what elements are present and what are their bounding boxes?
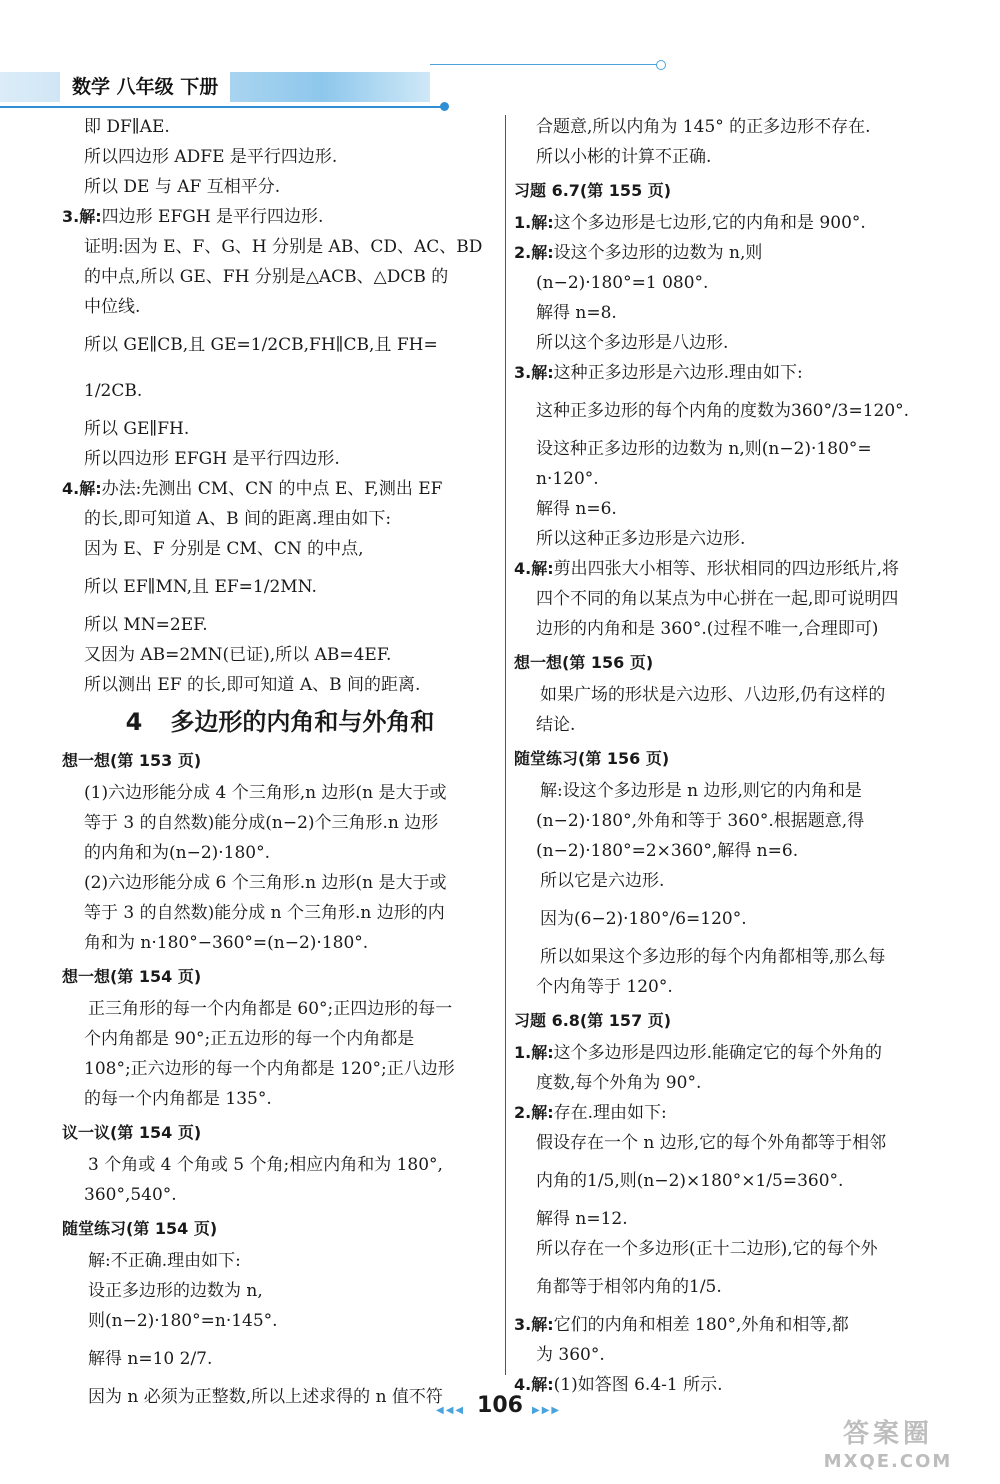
line-text: (n−2)·180°=2×360°,解得 n=6. (536, 841, 799, 861)
line-text: 所以 GE∥CB,且 GE=1/2CB,FH∥CB,且 FH= (84, 335, 438, 355)
line-text: 证明:因为 E、F、G、H 分别是 AB、CD、AC、BD (84, 237, 483, 257)
text-line (62, 112, 498, 142)
line-text: 解:不正确.理由如下: (88, 1251, 241, 1271)
answer-item (62, 202, 498, 232)
answer-item (514, 358, 956, 388)
answer-number: 1.解: (514, 1043, 554, 1062)
text-line (514, 268, 956, 298)
text-line (62, 1024, 498, 1054)
line-text: 这种正多边形的每个内角的度数为360°/3=120°. (536, 401, 910, 421)
line-text: (1)六边形能分成 4 个三角形,n 边形(n 是大于或 (84, 783, 447, 803)
header-dot-bottom (440, 102, 449, 111)
exercise-heading: 想一想(第 156 页) (514, 653, 654, 672)
text-line (62, 778, 498, 808)
line-text: 内角的1/5,则(n−2)×180°×1/5=360°. (536, 1171, 844, 1191)
text-line (62, 1150, 498, 1180)
line-text: 剪出四张大小相等、形状相同的四边形纸片,将 (553, 559, 900, 579)
text-line (62, 142, 498, 172)
exercise-heading: 随堂练习(第 154 页) (62, 1219, 218, 1238)
answer-number: 4.解: (514, 559, 554, 578)
text-line (62, 504, 498, 534)
page-header (0, 60, 1000, 106)
text-line (514, 1158, 956, 1204)
line-text: 360°,540°. (84, 1185, 177, 1205)
text-line (62, 1054, 498, 1084)
line-text: 即 DF∥AE. (84, 117, 170, 137)
text-line (514, 328, 956, 358)
text-line (62, 1336, 498, 1382)
exercise-heading: 随堂练习(第 156 页) (514, 749, 670, 768)
answer-number: 2.解: (514, 243, 554, 262)
watermark-site: MXQE.COM (823, 1451, 953, 1472)
line-text: (n−2)·180°=1 080°. (536, 273, 709, 293)
footer-ornament-left: ◀◀◀ (436, 1405, 466, 1416)
text-line (514, 866, 956, 896)
text-line (62, 838, 498, 868)
line-text: 所以四边形 EFGH 是平行四边形. (84, 449, 340, 469)
text-line (62, 1276, 498, 1306)
line-text: 所以测出 EF 的长,即可知道 A、B 间的距离. (84, 675, 421, 695)
text-line (514, 972, 956, 1002)
line-text: 四个不同的角以某点为中心拼在一起,即可说明四 (536, 589, 899, 609)
text-line (62, 1084, 498, 1114)
line-text: 解得 n=10 2/7. (88, 1349, 213, 1369)
watermark (798, 1418, 978, 1480)
line-text: 等于 3 的自然数)能分成 n 个三角形.n 边形的内 (84, 903, 445, 923)
exercise-heading: 想一想(第 154 页) (62, 967, 202, 986)
watermark-mark: 答案圈 (842, 1419, 933, 1449)
line-text: 合题意,所以内角为 145° 的正多边形不存在. (536, 117, 871, 137)
answer-item (514, 208, 956, 238)
line-text: 的中点,所以 GE、FH 分别是△ACB、△DCB 的 (84, 267, 449, 287)
line-text: 因为 n 必须为正整数,所以上述求得的 n 值不符 (88, 1387, 443, 1407)
line-text: 又因为 AB=2MN(已证),所以 AB=4EF. (84, 645, 392, 665)
text-line (514, 388, 956, 434)
text-line (62, 444, 498, 474)
line-text: 设这个多边形的边数为 n,则 (553, 243, 763, 263)
text-line (62, 1246, 498, 1276)
text-line (514, 1264, 956, 1310)
text-line (62, 808, 498, 838)
text-line (62, 610, 498, 640)
answer-item (514, 1038, 956, 1068)
header-dot-top (656, 60, 666, 70)
line-text: 边形的内角和是 360°.(过程不唯一,合理即可) (536, 619, 879, 639)
line-text: 所以这个多边形是八边形. (536, 333, 729, 353)
text-line (514, 836, 956, 866)
text-line (514, 584, 956, 614)
text-line (514, 680, 956, 710)
section-heading (62, 704, 498, 740)
line-text: 个内角等于 120°. (536, 977, 673, 997)
line-text: 设这种正多边形的边数为 n,则(n−2)·180°= (536, 439, 872, 459)
line-text: 度数,每个外角为 90°. (536, 1073, 702, 1093)
exercise-heading: 想一想(第 153 页) (62, 751, 202, 770)
text-line (514, 464, 956, 494)
line-text: 3 个角或 4 个角或 5 个角;相应内角和为 180°, (88, 1155, 443, 1175)
line-text: 这种正多边形是六边形.理由如下: (553, 363, 803, 383)
line-text: 因为 E、F 分别是 CM、CN 的中点, (84, 539, 364, 559)
text-line (514, 1340, 956, 1370)
line-text: 存在.理由如下: (553, 1103, 667, 1123)
line-text: (n−2)·180°,外角和等于 360°.根据题意,得 (536, 811, 865, 831)
line-text: 它们的内角和相差 180°,外角和相等,都 (553, 1315, 849, 1335)
text-line (514, 896, 956, 942)
answer-number: 3.解: (514, 1315, 554, 1334)
line-text: 为 360°. (536, 1345, 605, 1365)
exercise-heading: 议一议(第 154 页) (62, 1123, 202, 1142)
text-line (514, 524, 956, 554)
line-text: 这个多边形是七边形,它的内角和是 900°. (553, 213, 866, 233)
line-text: 设正多边形的边数为 n, (88, 1281, 263, 1301)
column-divider (505, 115, 506, 1375)
text-line (62, 292, 498, 322)
text-line (62, 640, 498, 670)
text-line (514, 142, 956, 172)
exercise-heading: 习题 6.7(第 155 页) (514, 181, 672, 200)
line-text: 因为(6−2)·180°/6=120°. (540, 909, 747, 929)
line-text: 所以小彬的计算不正确. (536, 147, 712, 167)
left-column-part-1 (62, 112, 498, 700)
answer-item (62, 474, 498, 504)
text-line (514, 614, 956, 644)
line-text: 如果广场的形状是六边形、八边形,仍有这样的 (540, 685, 886, 705)
answer-number: 4.解: (514, 1375, 554, 1394)
answer-number: 4.解: (62, 479, 102, 498)
footer-ornament-right: ▶▶▶ (532, 1405, 562, 1416)
left-column-part-2 (62, 746, 498, 1412)
line-text: 解得 n=6. (536, 499, 617, 519)
answer-item (514, 238, 956, 268)
line-text: 中位线. (84, 297, 141, 317)
text-line (62, 868, 498, 898)
line-text: 的内角和为(n−2)·180°. (84, 843, 271, 863)
line-text: 所以 MN=2EF. (84, 615, 208, 635)
line-text: 所以这种正多边形是六边形. (536, 529, 746, 549)
line-text: 所以 GE∥FH. (84, 419, 190, 439)
text-line (62, 322, 498, 368)
line-text: 所以 DE 与 AF 互相平分. (84, 177, 281, 197)
text-line (514, 1128, 956, 1158)
line-text: (1)如答图 6.4-1 所示. (553, 1375, 723, 1395)
answer-number: 3.解: (514, 363, 554, 382)
answer-item (514, 1310, 956, 1340)
right-column (514, 112, 956, 1400)
right-column-body (514, 112, 956, 1400)
text-line (62, 534, 498, 564)
line-text: 的长,即可知道 A、B 间的距离.理由如下: (84, 509, 392, 529)
text-line (514, 806, 956, 836)
text-line (62, 414, 498, 444)
text-line (514, 710, 956, 740)
header-rule-bottom (0, 106, 444, 108)
section-number: 4 (125, 708, 143, 736)
line-text: 结论. (536, 715, 576, 735)
text-line (62, 928, 498, 958)
text-line (514, 298, 956, 328)
line-text: 的每一个内角都是 135°. (84, 1089, 272, 1109)
line-text: 四边形 EFGH 是平行四边形. (101, 207, 324, 227)
text-line (62, 232, 498, 262)
header-rule-top (430, 64, 658, 65)
answer-item (514, 1098, 956, 1128)
text-line (62, 172, 498, 202)
line-text: 正三角形的每一个内角都是 60°;正四边形的每一 (88, 999, 453, 1019)
text-line (514, 1234, 956, 1264)
line-text: 所以 EF∥MN,且 EF=1/2MN. (84, 577, 317, 597)
line-text: 办法:先测出 CM、CN 的中点 E、F,测出 EF (101, 479, 443, 499)
line-text: 所以存在一个多边形(正十二边形),它的每个外 (536, 1239, 878, 1259)
text-line (514, 1204, 956, 1234)
line-text: 解得 n=8. (536, 303, 617, 323)
line-text: 个内角都是 90°;正五边形的每一个内角都是 (84, 1029, 415, 1049)
answer-item (514, 554, 956, 584)
line-text: 所以它是六边形. (540, 871, 665, 891)
line-text: 所以四边形 ADFE 是平行四边形. (84, 147, 338, 167)
text-line (62, 1180, 498, 1210)
text-line (62, 262, 498, 292)
text-line (62, 564, 498, 610)
line-text: 等于 3 的自然数)能分成(n−2)个三角形.n 边形 (84, 813, 439, 833)
line-text: 这个多边形是四边形.能确定它的每个外角的 (553, 1043, 883, 1063)
text-line (514, 776, 956, 806)
text-line (62, 994, 498, 1024)
line-text: 解得 n=12. (536, 1209, 628, 1229)
answer-number: 1.解: (514, 213, 554, 232)
line-text: 1/2CB. (84, 381, 143, 401)
text-line (514, 112, 956, 142)
text-line (514, 434, 956, 464)
text-line (62, 898, 498, 928)
text-line (514, 1068, 956, 1098)
line-text: 所以如果这个多边形的每个内角都相等,那么每 (540, 947, 886, 967)
text-line (62, 1306, 498, 1336)
left-column (62, 112, 498, 1412)
answer-number: 3.解: (62, 207, 102, 226)
text-line (514, 942, 956, 972)
text-line (514, 494, 956, 524)
section-title: 多边形的内角和与外角和 (170, 708, 435, 736)
exercise-heading: 习题 6.8(第 157 页) (514, 1011, 672, 1030)
page-number: 106 (477, 1393, 523, 1418)
line-text: 108°;正六边形的每一个内角都是 120°;正八边形 (84, 1059, 455, 1079)
line-text: 则(n−2)·180°=n·145°. (88, 1311, 278, 1331)
line-text: 角和为 n·180°−360°=(n−2)·180°. (84, 933, 369, 953)
line-text: 解:设这个多边形是 n 边形,则它的内角和是 (540, 781, 862, 801)
line-text: (2)六边形能分成 6 个三角形.n 边形(n 是大于或 (84, 873, 447, 893)
line-text: n·120°. (536, 469, 599, 489)
answer-number: 2.解: (514, 1103, 554, 1122)
line-text: 假设存在一个 n 边形,它的每个外角都等于相邻 (536, 1133, 887, 1153)
text-line (62, 670, 498, 700)
book-title: 数学 八年级 下册 (60, 72, 230, 102)
line-text: 角都等于相邻内角的1/5. (536, 1277, 722, 1297)
text-line (62, 368, 498, 414)
